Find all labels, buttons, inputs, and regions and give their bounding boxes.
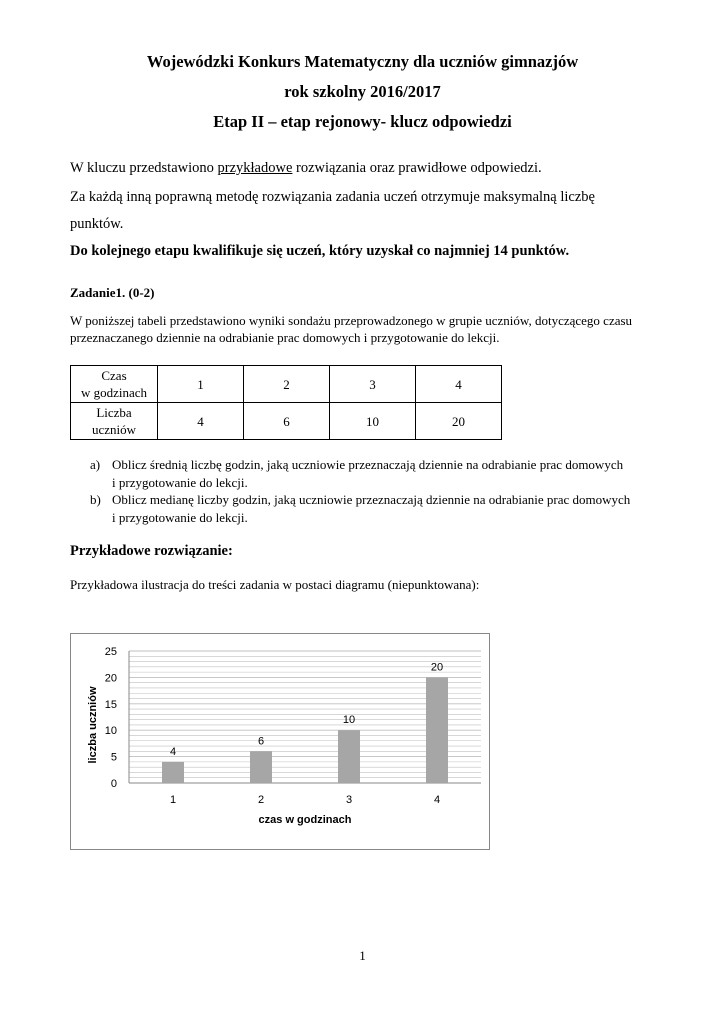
- list-item-label: a): [90, 457, 101, 472]
- qualification-note: Do kolejnego etapu kwalifikuje się uczeń, który uzyskał co najmniej 14 punktów.: [70, 243, 570, 259]
- y-tick-label: 0: [110, 778, 117, 790]
- table-cell: 20: [416, 403, 502, 440]
- bar-chart-frame: [70, 633, 490, 850]
- x-tick-label: 3: [345, 794, 353, 806]
- table-row: [71, 366, 502, 403]
- x-tick-label: 4: [433, 794, 441, 806]
- data-label: 20: [430, 661, 444, 674]
- table-cell: 4: [416, 366, 502, 403]
- data-label: 4: [169, 745, 177, 758]
- table-row: [71, 403, 502, 440]
- intro-p1-after: rozwiązania oraz prawidłowe odpowiedzi.: [292, 160, 542, 176]
- table-header-line: uczniów: [91, 422, 137, 437]
- intro-p1-before: W kluczu przedstawiono: [70, 160, 218, 176]
- bar: [338, 730, 360, 783]
- table-header-line: Czas: [101, 368, 127, 383]
- list-item-text: i przygotowanie do lekcji.: [112, 474, 248, 490]
- x-axis-title: czas w godzinach: [258, 814, 352, 826]
- data-label: 10: [342, 714, 356, 727]
- list-item-text: i przygotowanie do lekcji.: [112, 509, 248, 525]
- bar: [162, 762, 184, 783]
- table-header-line: w godzinach: [80, 385, 148, 400]
- bar: [250, 751, 272, 783]
- list-item-label: b): [90, 492, 101, 507]
- bar: [426, 677, 448, 783]
- bar-chart: [71, 634, 489, 849]
- y-tick-label: 15: [104, 698, 117, 711]
- table-header-line: Liczba: [96, 405, 132, 420]
- chart-caption: Przykładowa ilustracja do treści zadania w postaci diagramu (niepunktowana):: [70, 577, 480, 592]
- list-item-text: Oblicz średnią liczbę godzin, jaką uczniowie przeznaczają dziennie na odrabianie prac domowych: [112, 457, 624, 472]
- task-1-heading: Zadanie1. (0-2): [70, 285, 155, 300]
- list-item: [90, 491, 692, 526]
- stage-title: Etap II – etap rejonowy- klucz odpowiedzi: [213, 112, 512, 131]
- table-cell: 2: [244, 366, 330, 403]
- y-tick-label: 10: [104, 725, 117, 738]
- y-tick-label: 25: [104, 646, 117, 658]
- solution-heading: Przykładowe rozwiązanie:: [70, 543, 233, 559]
- table-header-cell: [71, 366, 158, 403]
- table-cell: 1: [158, 366, 244, 403]
- list-item: [90, 456, 692, 491]
- table-cell: 4: [158, 403, 244, 440]
- table-cell: 10: [330, 403, 416, 440]
- table-cell: 6: [244, 403, 330, 440]
- task-1-description-line-2: przeznaczanego dziennie na odrabianie prac domowych i przygotowanie do lekcji.: [70, 330, 500, 345]
- task-1-questions: [90, 456, 692, 526]
- table-header-cell: [71, 403, 158, 440]
- y-tick-label: 5: [110, 751, 117, 764]
- task-1-description-line-1: W poniższej tabeli przedstawiono wyniki sondażu przeprowadzonego w grupie uczniów, dotyczącego czasu: [70, 313, 633, 328]
- table-cell: 3: [330, 366, 416, 403]
- x-tick-label: 1: [169, 794, 177, 806]
- page-number: 1: [359, 948, 366, 963]
- intro-paragraph-1: [70, 160, 542, 177]
- intro-p1-underlined: przykładowe: [217, 160, 293, 176]
- survey-table: [70, 365, 502, 440]
- document-title: Wojewódzki Konkurs Matematyczny dla uczniów gimnazjów: [146, 52, 579, 71]
- data-label: 6: [257, 735, 265, 748]
- intro-paragraph-2-line-1: Za każdą inną poprawną metodę rozwiązania zadania uczeń otrzymuje maksymalną liczbę: [70, 189, 595, 205]
- list-item-text: Oblicz medianę liczby godzin, jaką uczniowie przeznaczają dziennie na odrabianie prac domowych: [112, 492, 631, 507]
- y-tick-label: 20: [104, 672, 117, 685]
- intro-paragraph-2-line-2: punktów.: [70, 216, 124, 232]
- x-tick-label: 2: [257, 794, 265, 806]
- school-year: rok szkolny 2016/2017: [284, 82, 441, 101]
- y-axis-title: liczba uczniów: [87, 686, 99, 764]
